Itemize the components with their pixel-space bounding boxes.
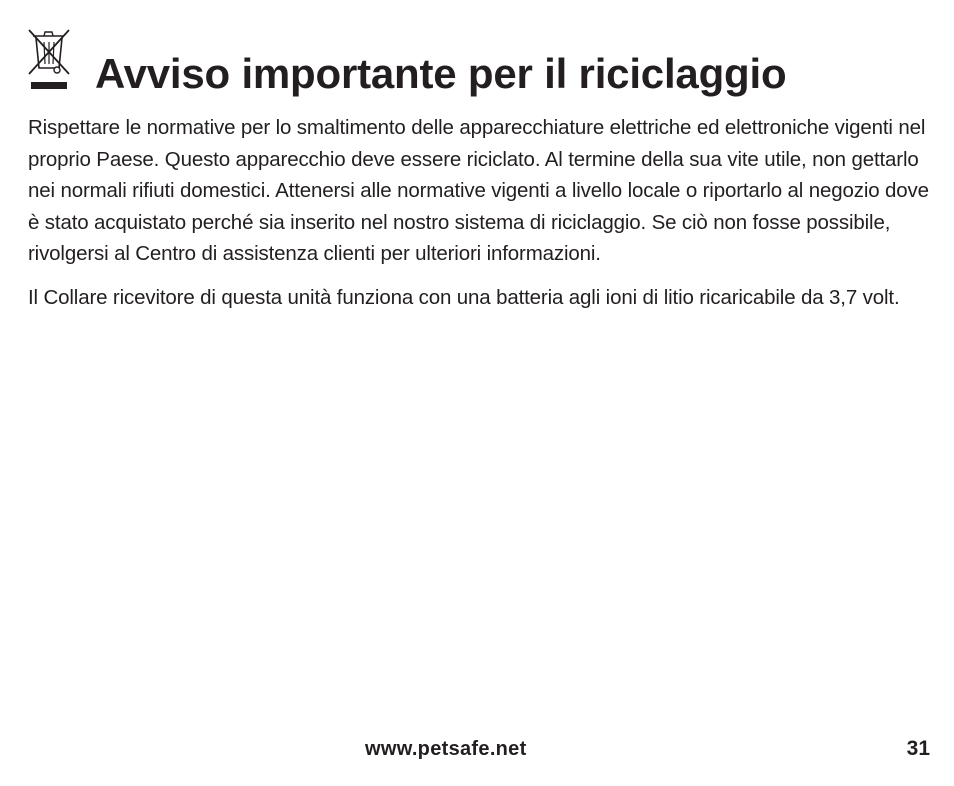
page-header — [27, 28, 927, 98]
paragraph-disposal: Rispettare le normative per lo smaltimento delle apparecchiature elettriche ed elettroniche vigenti nel proprio Paese. Questo apparecchio deve essere riciclato. Al termine della sua vite utile, non gettarlo nei normali rifiuti domestici. Attenersi alle normative vigenti a livello locale o riportarlo al negozio dove è stato acquistato perché sia inserito nel nostro sistema di riciclaggio. Se ciò non fosse possibile, rivolgersi al Centro di assistenza clienti per ulteriori informazioni. — [28, 116, 929, 265]
page-number: 31 — [906, 737, 930, 760]
footer-website-link[interactable]: www.petsafe.net — [365, 738, 527, 760]
page-title: Avviso importante per il riciclaggio — [95, 50, 787, 97]
paragraph-battery: Il Collare ricevitore di questa unità funziona con una batteria agli ioni di litio ricaricabile da 3,7 volt. — [28, 285, 900, 309]
crossed-out-wheeled-bin-icon — [27, 28, 73, 92]
body-text — [28, 112, 933, 325]
